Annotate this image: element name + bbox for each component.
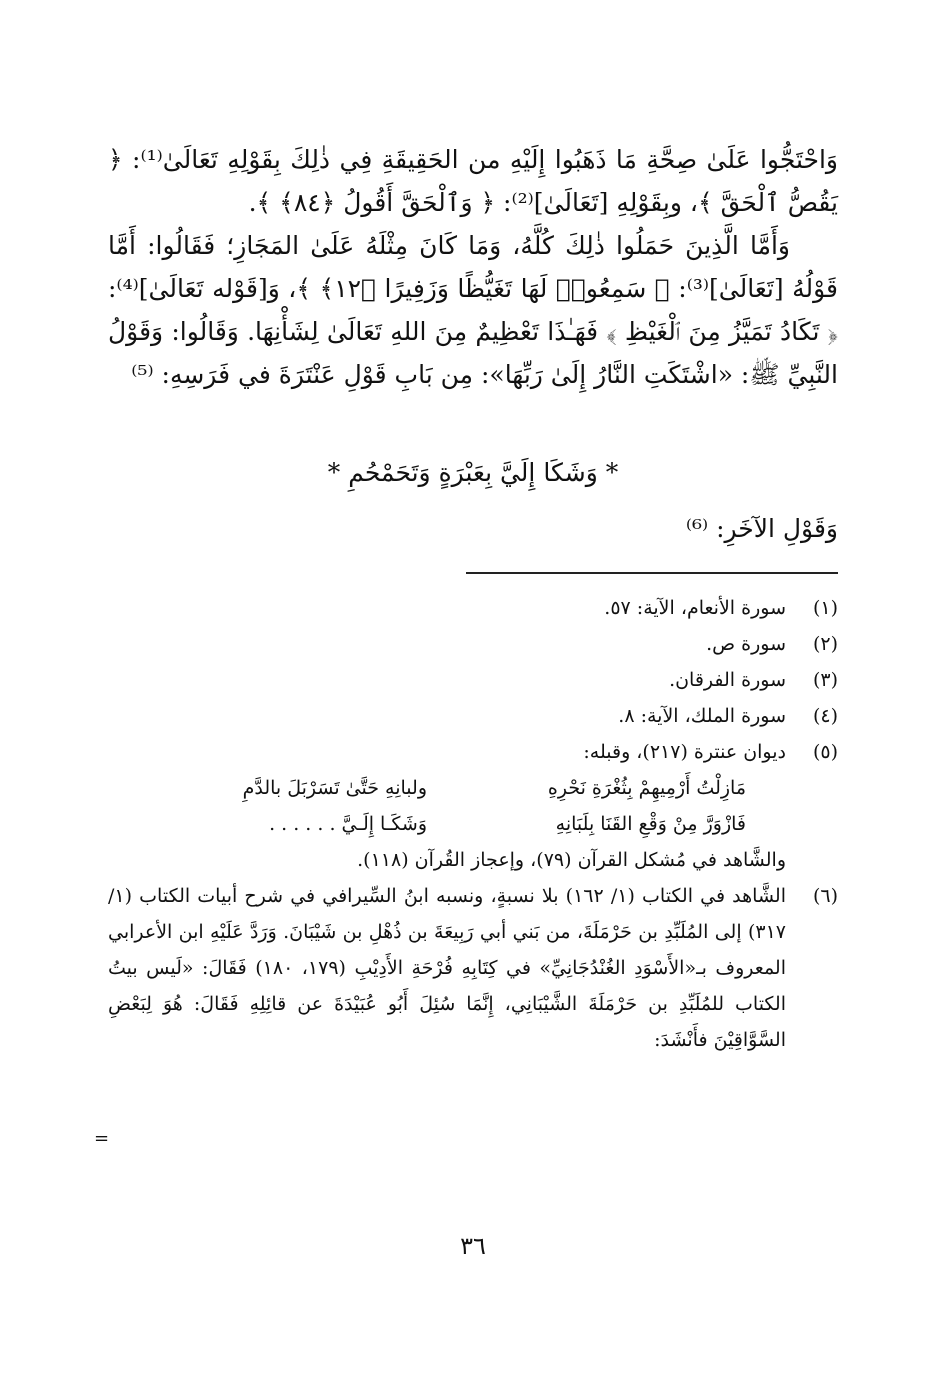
- footnote-6: [108, 878, 838, 1058]
- footnote-3: [108, 662, 838, 698]
- footnote-separator: [466, 572, 838, 574]
- footnote-text: سورة الفرقان.: [669, 669, 786, 691]
- footnote-text: سورة الملك، الآية: ٨.: [618, 705, 786, 727]
- footnote-1: [108, 590, 838, 626]
- paragraph-1: وَاحْتَجُّوا عَلَىٰ صِحَّةِ مَا ذَهَبُوا إِلَيْهِ من الحَقِيقَةِ فِي ذٰلِكَ بِقَوْلِهِ تَعَالَىٰ⁽¹⁾: ﴿ يَقُصُّ ٱلْحَقَّ ﴾، وبِقَوْلِهِ [تَعَالَىٰ]⁽²⁾: ﴿ وَٱلْحَقَّ أَقُولُ ﴿٨٤﴾ ﴾.: [108, 145, 838, 217]
- poem-line-1-right: مَازِلْتُ أَرْمِيهِمْ بِثُغْرَةِ نَحْرِهِ: [547, 777, 746, 799]
- footnote-number: (٥): [812, 741, 838, 763]
- footnote-4: [108, 698, 838, 734]
- paragraph-2: وَأَمَّا الَّذِينَ حَمَلُوا ذٰلِكَ كُلَّهُ، وَمَا كَانَ مِثْلَهُ عَلَىٰ المَجَازِ؛ فَقَالُوا: أَمَّا قَوْلُهُ [تَعَالَىٰ]⁽³⁾: ﴿ سَمِعُوا۟ لَهَا تَغَيُّظًا وَزَفِيرًا ﴿١٢﴾ ﴾، وَ[قَوْله تَعَالَىٰ]⁽⁴⁾: ﴿ تَكَادُ تَمَيَّزُ مِنَ ٱلْغَيْظِ ﴾ فَهَـٰذَا تَعْظِيمٌ مِنَ اللهِ تَعَالَىٰ لِشَأْنِهَا. وَقَالُوا: وَقَوْلُ النَّبِيِّ ﷺ: «اشْتَكَتِ النَّارُ إِلَىٰ رَبِّهَا»: مِن بَابِ قَوْلِ عَنْتَرَةَ في فَرَسِهِ: ⁽⁵⁾: [108, 231, 838, 389]
- page-number: ٣٦: [460, 1232, 486, 1260]
- continuation-mark: =: [94, 1128, 110, 1149]
- footnote-number: (٢): [812, 633, 838, 655]
- footnote-text: سورة ص.: [706, 633, 786, 655]
- footnote-5-continuation: [108, 842, 838, 878]
- footnote-number: (٦): [812, 885, 838, 907]
- poem-line-1-left: ولبانِهِ حَتَّىٰ تَسَرْبَلَ بالدَّمِ: [242, 777, 427, 799]
- footnote-2: [108, 626, 838, 662]
- footnote-5: [108, 734, 838, 770]
- footnote-poem: [108, 770, 786, 842]
- footnote-text: ديوان عنترة (٢١٧)، وقبله:: [583, 741, 786, 763]
- footnote-number: (٣): [812, 669, 838, 691]
- footnote-text: سورة الأنعام، الآية: ٥٧.: [604, 597, 786, 619]
- footnote-number: (١): [812, 597, 838, 619]
- footnote-text: والشَّاهد في مُشكل القرآن (٧٩)، وإعجاز القُرآن (١١٨).: [357, 849, 786, 871]
- poetry-verse: * وَشَكَا إِلَيَّ بِعَبْرَةٍ وَتَحَمْحُمِ *: [327, 458, 619, 487]
- footnote-text: الشَّاهد في الكتاب (١/ ١٦٢) بلا نسبةٍ، ونسبه ابنُ السِّيرافي في شرح أبيات الكتاب (١/ ٣١٧) إلى المُلَبِّدِ بن حَرْمَلَةَ، من بَني أبي رَبِيعَةَ بن ذُهْلِ بن شَيْبَانَ. وَرَدَّ عَلَيْهِ ابن الأعرابي المعروف بـ«الأَسْوَدِ الغُنْدُجَانِيِّ» في كِتَابِهِ فُرْحَةِ الأَدِيْبِ (١٧٩، ١٨٠) فَقَالَ: «لَيس بيتُ الكتاب للمُلَبِّدِ بن حَرْمَلَةَ الشَّيْبَانِي، إِنَّمَا سُئِلَ أَبُو عُبَيْدَةَ عن قائِلِهِ فَقَالَ: هُوَ لِبَعْضِ السَّوَّاقِيْنَ فأَنْشَدَ:: [108, 885, 787, 1051]
- another-saying-line: وَقَوْلِ الآخَرِ: ⁽⁶⁾: [685, 514, 838, 543]
- poem-line-2-left: وَشَكَـا إِلَـيَّ . . . . . .: [269, 813, 427, 835]
- footnotes: [108, 590, 838, 1058]
- poem-line-2-right: فَازْوَرَّ مِنْ وَقْعِ القَنَا بِلَبَانِهِ: [555, 813, 746, 835]
- footnote-number: (٤): [812, 705, 838, 727]
- main-text: [108, 138, 838, 396]
